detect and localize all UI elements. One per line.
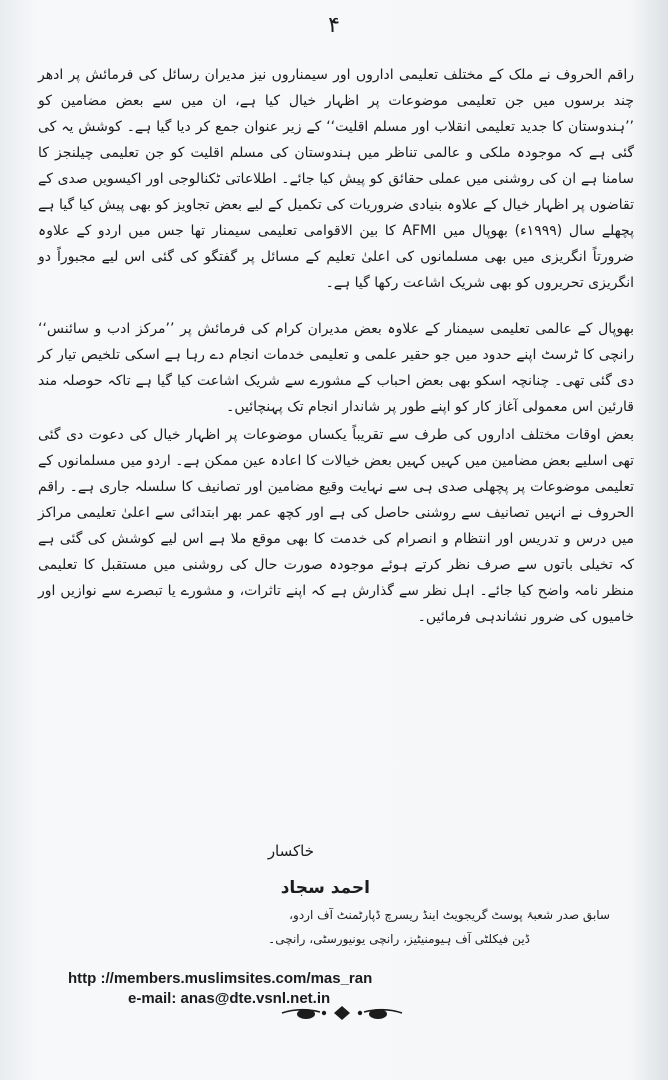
ornament-icon bbox=[280, 1004, 404, 1022]
page-number: ۴ bbox=[328, 13, 340, 38]
affiliation-line-2: ڈین فیکلٹی آف ہیومنیٹیز، رانچی یونیورسٹی، رانچی۔ bbox=[268, 932, 530, 946]
author-name: احمد سجاد bbox=[280, 878, 370, 898]
preface-body bbox=[38, 62, 634, 630]
closing-word: خاکسار bbox=[267, 842, 314, 860]
affiliation-line-1: سابق صدر شعبۂ پوسٹ گریجویٹ اینڈ ریسرچ ڈپارٹمنٹ آف اردو، bbox=[289, 908, 610, 922]
paragraph-2: بھوپال کے عالمی تعلیمی سیمنار کے علاوہ بعض مدیران کرام کی فرمائش پر ’’مرکز ادب و سائنس‘‘ رانچی کا ٹرسٹ اپنے حدود میں جو حقیر علمی و تعلیمی خدمات انجام دے رہا ہے اسکی تلخیص تیار کر دی گئی تھی۔ چنانچہ اسکو بھی بعض احباب کے مشورے سے شریک اشاعت کیا گیا ہے تاکہ حوصلہ مند قارئین اس معمولی آغاز کار کو اپنے طور پر شاندار انجام تک پہنچائیں۔ bbox=[38, 321, 634, 415]
paragraph-3: بعض اوقات مختلف اداروں کی طرف سے تقریباً یکساں موضوعات پر اظہار خیال کی دعوت دی گئی تھی اسلیے بعض مضامین میں کہیں کہیں بعض خیالات کا اعادہ عین ممکن ہے۔ اردو میں مسلمانوں کے تعلیمی موضوعات پر پچھلی صدی ہی سے نہایت وقیع مضامین اور تصانیف کا سلسلہ جاری ہے۔ راقم الحروف نے انہیں تصانیف سے روشنی حاصل کی ہے اور کچھ عمر بھر ابتدائی سے اعلیٰ تعلیمی مراکز میں درس و تدریس اور انتظام و انصرام کی خدمت کا بھی موقع ملا ہے اس لیے کوشش کی گئی ہے کہ تخیلی باتوں سے صرف نظر کرتے ہوئے موجودہ صورت حال کی روشنی میں مستقبل کا تعلیمی منظر نامہ واضح کیا جائے۔ اہل نظر سے گذارش ہے کہ اپنے تاثرات، و مشورے یا تبصرے سے نوازیں اور خامیوں کی ضرور نشاندہی فرمائیں۔ bbox=[38, 427, 634, 625]
paragraph-1: راقم الحروف نے ملک کے مختلف تعلیمی اداروں اور سیمناروں نیز مدیران رسائل کی فرمائش پر ادھر چند برسوں میں جن تعلیمی موضوعات پر اظہار خیال کیا ہے، ان میں سے بعض مضامین کو ’’ہندوستان کا جدید تعلیمی انقلاب اور مسلم اقلیت‘‘ کے زیر عنوان جمع کر دیا گیا ہے۔ کوشش یہ کی گئی ہے کہ موجودہ ملکی و عالمی تناظر میں ہندوستان کی مسلم اقلیت کو جن تعلیمی چیلنجز کا سامنا ہے ان کی روشنی میں عملی حقائق کو پیش کیا جائے۔ اطلاعاتی ٹکنالوجی اور اکیسویں صدی کے تقاضوں پر اظہار خیال کے علاوہ بنیادی ضروریات کی تکمیل کے لیے بعض تجاویز کو بھی پیش کیا گیا ہے پچھلے سال (۱۹۹۹ء) بھوپال میں AFMI کا بین الاقوامی تعلیمی سیمنار تھا جس میں اردو کے علاوہ ضرورتاً انگریزی میں بھی مسلمانوں کی اعلیٰ تعلیم کے مسائل پر گفتگو کی گئی اس لیے مجبوراً دو انگریزی تحریروں کو بھی شریک اشاعت رکھا گیا ہے۔ bbox=[38, 67, 634, 291]
email-address: e-mail: anas@dte.vsnl.net.in bbox=[128, 990, 331, 1007]
website-url: http ://members.muslimsites.com/mas_ran bbox=[68, 970, 373, 987]
